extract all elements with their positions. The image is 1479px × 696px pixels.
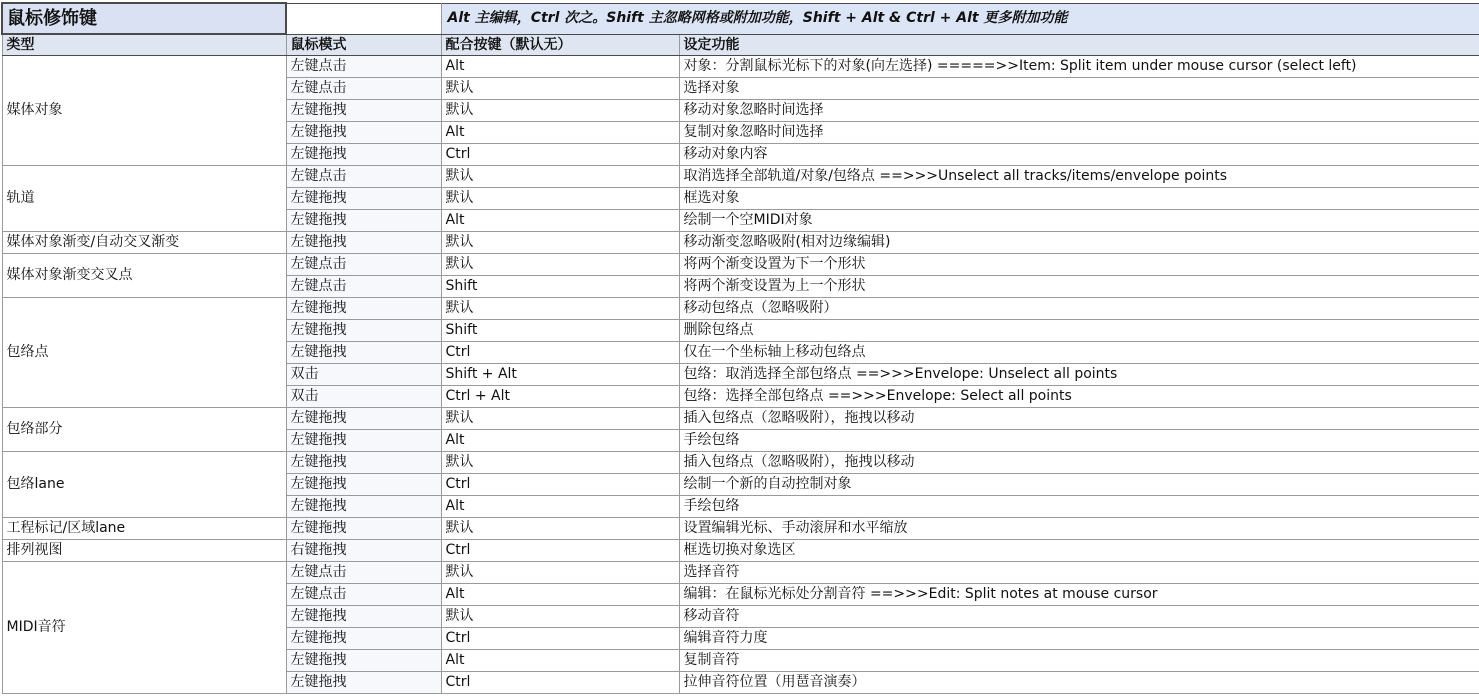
mouse-mode-cell[interactable]: 左键拖拽 <box>286 628 441 650</box>
function-cell[interactable]: 移动音符 <box>679 606 1479 628</box>
mouse-mode-cell[interactable]: 左键拖拽 <box>286 100 441 122</box>
type-cell[interactable]: 包络lane <box>2 452 286 518</box>
mouse-mode-cell[interactable]: 左键拖拽 <box>286 144 441 166</box>
modifier-cell[interactable]: 默认 <box>441 518 679 540</box>
modifier-cell[interactable]: Alt <box>441 430 679 452</box>
function-cell[interactable]: 绘制一个空MIDI对象 <box>679 210 1479 232</box>
table-row <box>2 232 1479 254</box>
table-row <box>2 408 1479 430</box>
table-row <box>2 562 1479 584</box>
mouse-mode-cell[interactable]: 左键拖拽 <box>286 606 441 628</box>
table-row <box>2 540 1479 562</box>
table-row <box>2 518 1479 540</box>
function-cell[interactable]: 将两个渐变设置为上一个形状 <box>679 276 1479 298</box>
modifier-cell[interactable]: Alt <box>441 210 679 232</box>
table-row <box>2 298 1479 320</box>
function-cell[interactable]: 设置编辑光标、手动滚屏和水平缩放 <box>679 518 1479 540</box>
mouse-mode-cell[interactable]: 左键点击 <box>286 78 441 100</box>
modifier-cell[interactable]: 默认 <box>441 100 679 122</box>
mouse-mode-cell[interactable]: 左键拖拽 <box>286 188 441 210</box>
type-cell[interactable]: 工程标记/区域lane <box>2 518 286 540</box>
modifier-cell[interactable]: Ctrl <box>441 342 679 364</box>
modifier-cell[interactable]: 默认 <box>441 606 679 628</box>
sheet-note[interactable]: Alt 主编辑，Ctrl 次之。Shift 主忽略网格或附加功能，Shift + Alt & Ctrl + Alt 更多附加功能 <box>441 3 1479 34</box>
mouse-mode-cell[interactable]: 左键拖拽 <box>286 342 441 364</box>
function-cell[interactable]: 框选切换对象选区 <box>679 540 1479 562</box>
function-cell[interactable]: 删除包络点 <box>679 320 1479 342</box>
type-cell[interactable]: 包络点 <box>2 298 286 408</box>
function-cell[interactable]: 手绘包络 <box>679 496 1479 518</box>
modifier-cell[interactable]: Ctrl <box>441 540 679 562</box>
function-cell[interactable]: 手绘包络 <box>679 430 1479 452</box>
modifier-cell[interactable]: 默认 <box>441 232 679 254</box>
mouse-mode-cell[interactable]: 双击 <box>286 386 441 408</box>
function-cell[interactable]: 框选对象 <box>679 188 1479 210</box>
function-cell[interactable]: 绘制一个新的自动控制对象 <box>679 474 1479 496</box>
mouse-mode-cell[interactable]: 左键点击 <box>286 276 441 298</box>
function-cell[interactable]: 插入包络点（忽略吸附），拖拽以移动 <box>679 408 1479 430</box>
mouse-mode-cell[interactable]: 左键点击 <box>286 562 441 584</box>
function-cell[interactable]: 将两个渐变设置为下一个形状 <box>679 254 1479 276</box>
function-cell[interactable]: 移动对象内容 <box>679 144 1479 166</box>
type-cell[interactable]: 包络部分 <box>2 408 286 452</box>
function-cell[interactable]: 编辑：在鼠标光标处分割音符 ==>>>Edit: Split notes at mouse cursor <box>679 584 1479 606</box>
mouse-mode-cell[interactable]: 左键点击 <box>286 254 441 276</box>
mouse-mode-cell[interactable]: 左键拖拽 <box>286 650 441 672</box>
type-cell[interactable]: MIDI音符 <box>2 562 286 694</box>
mouse-mode-cell[interactable]: 左键拖拽 <box>286 496 441 518</box>
modifier-cell[interactable]: Alt <box>441 496 679 518</box>
mouse-modifier-table <box>1 2 1479 694</box>
modifier-cell[interactable]: 默认 <box>441 166 679 188</box>
modifier-cell[interactable]: Shift <box>441 276 679 298</box>
modifier-cell[interactable]: Ctrl + Alt <box>441 386 679 408</box>
header-mouse-mode[interactable]: 鼠标模式 <box>286 34 441 56</box>
function-cell[interactable]: 复制对象忽略时间选择 <box>679 122 1479 144</box>
modifier-cell[interactable]: Alt <box>441 584 679 606</box>
type-cell[interactable]: 媒体对象 <box>2 56 286 166</box>
mouse-mode-cell[interactable]: 左键拖拽 <box>286 518 441 540</box>
modifier-cell[interactable]: 默认 <box>441 452 679 474</box>
mouse-mode-cell[interactable]: 左键拖拽 <box>286 320 441 342</box>
modifier-cell[interactable]: Shift + Alt <box>441 364 679 386</box>
function-cell[interactable]: 移动渐变忽略吸附(相对边缘编辑) <box>679 232 1479 254</box>
function-cell[interactable]: 移动对象忽略时间选择 <box>679 100 1479 122</box>
mouse-mode-cell[interactable]: 左键拖拽 <box>286 210 441 232</box>
function-cell[interactable]: 选择对象 <box>679 78 1479 100</box>
modifier-cell[interactable]: Ctrl <box>441 672 679 694</box>
mouse-mode-cell[interactable]: 左键点击 <box>286 166 441 188</box>
mouse-mode-cell[interactable]: 左键拖拽 <box>286 452 441 474</box>
modifier-cell[interactable]: 默认 <box>441 78 679 100</box>
modifier-cell[interactable]: Alt <box>441 56 679 78</box>
mouse-mode-cell[interactable]: 左键拖拽 <box>286 298 441 320</box>
function-cell[interactable]: 移动包络点（忽略吸附） <box>679 298 1479 320</box>
mouse-mode-cell[interactable]: 左键拖拽 <box>286 232 441 254</box>
mouse-mode-cell[interactable]: 左键点击 <box>286 56 441 78</box>
modifier-cell[interactable]: Alt <box>441 650 679 672</box>
function-cell[interactable]: 选择音符 <box>679 562 1479 584</box>
table-row <box>2 166 1479 188</box>
mouse-mode-cell[interactable]: 左键点击 <box>286 584 441 606</box>
modifier-cell[interactable]: Ctrl <box>441 628 679 650</box>
header-function[interactable]: 设定功能 <box>679 34 1479 56</box>
function-cell[interactable]: 包络：取消选择全部包络点 ==>>>Envelope: Unselect all points <box>679 364 1479 386</box>
function-cell[interactable]: 拉伸音符位置（用琶音演奏） <box>679 672 1479 694</box>
type-cell[interactable]: 媒体对象渐变/自动交叉渐变 <box>2 232 286 254</box>
modifier-cell[interactable]: 默认 <box>441 562 679 584</box>
type-cell[interactable]: 轨道 <box>2 166 286 232</box>
function-cell[interactable]: 编辑音符力度 <box>679 628 1479 650</box>
mouse-mode-cell[interactable]: 左键拖拽 <box>286 474 441 496</box>
modifier-cell[interactable]: 默认 <box>441 188 679 210</box>
table-row <box>2 452 1479 474</box>
mouse-mode-cell[interactable]: 左键拖拽 <box>286 122 441 144</box>
type-cell[interactable]: 排列视图 <box>2 540 286 562</box>
header-row <box>2 34 1479 56</box>
title-row <box>2 3 1479 34</box>
table-row <box>2 56 1479 78</box>
modifier-cell[interactable]: Shift <box>441 320 679 342</box>
function-cell[interactable]: 插入包络点（忽略吸附），拖拽以移动 <box>679 452 1479 474</box>
function-cell[interactable]: 取消选择全部轨道/对象/包络点 ==>>>Unselect all tracks/items/envelope points <box>679 166 1479 188</box>
table-row <box>2 254 1479 276</box>
mouse-mode-cell[interactable]: 右键拖拽 <box>286 540 441 562</box>
mouse-mode-cell[interactable]: 左键拖拽 <box>286 672 441 694</box>
type-cell[interactable]: 媒体对象渐变交叉点 <box>2 254 286 298</box>
modifier-cell[interactable]: 默认 <box>441 408 679 430</box>
function-cell[interactable]: 复制音符 <box>679 650 1479 672</box>
header-modifier[interactable]: 配合按键（默认无） <box>441 34 679 56</box>
mouse-mode-cell[interactable]: 左键拖拽 <box>286 430 441 452</box>
function-cell[interactable]: 仅在一个坐标轴上移动包络点 <box>679 342 1479 364</box>
modifier-cell[interactable]: Alt <box>441 122 679 144</box>
modifier-cell[interactable]: Ctrl <box>441 144 679 166</box>
function-cell[interactable]: 对象：分割鼠标光标下的对象(向左选择) =====>>Item: Split item under mouse cursor (select left) <box>679 56 1479 78</box>
sheet-title[interactable]: 鼠标修饰键 <box>2 3 286 34</box>
modifier-cell[interactable]: 默认 <box>441 298 679 320</box>
mouse-mode-cell[interactable]: 左键拖拽 <box>286 408 441 430</box>
mouse-mode-cell[interactable]: 双击 <box>286 364 441 386</box>
header-type[interactable]: 类型 <box>2 34 286 56</box>
modifier-cell[interactable]: 默认 <box>441 254 679 276</box>
modifier-cell[interactable]: Ctrl <box>441 474 679 496</box>
function-cell[interactable]: 包络：选择全部包络点 ==>>>Envelope: Select all points <box>679 386 1479 408</box>
blank-cell[interactable] <box>286 3 441 34</box>
